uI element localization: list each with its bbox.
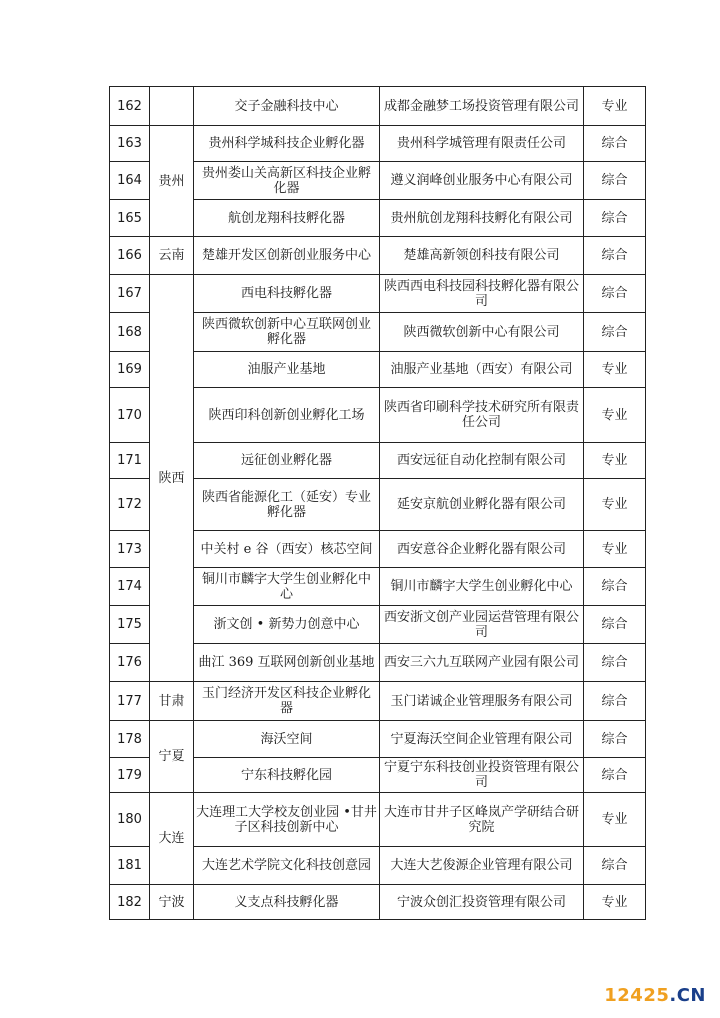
region-cell: 宁波 (150, 885, 194, 920)
incubator-type: 专业 (584, 793, 646, 847)
watermark-domain: .CN (669, 985, 706, 1006)
operating-org: 玉门诺诚企业管理服务有限公司 (380, 682, 584, 721)
incubator-name: 贵州娄山关高新区科技企业孵化器 (194, 162, 380, 200)
incubator-table (109, 86, 646, 920)
row-number: 169 (110, 352, 150, 388)
row-number: 170 (110, 388, 150, 443)
operating-org: 陕西省印刷科学技术研究所有限责任公司 (380, 388, 584, 443)
incubator-name: 玉门经济开发区科技企业孵化器 (194, 682, 380, 721)
operating-org: 贵州科学城管理有限责任公司 (380, 126, 584, 162)
row-number: 164 (110, 162, 150, 200)
incubator-type: 专业 (584, 352, 646, 388)
incubator-type: 综合 (584, 126, 646, 162)
operating-org: 宁夏宁东科技创业投资管理有限公司 (380, 758, 584, 793)
row-number: 176 (110, 644, 150, 682)
row-number: 179 (110, 758, 150, 793)
operating-org: 陕西西电科技园科技孵化器有限公司 (380, 275, 584, 313)
incubator-type: 综合 (584, 721, 646, 758)
table-row (110, 237, 646, 275)
row-number: 177 (110, 682, 150, 721)
row-number: 167 (110, 275, 150, 313)
row-number: 162 (110, 87, 150, 126)
incubator-name: 大连艺术学院文化科技创意园 (194, 847, 380, 885)
operating-org: 西安意谷企业孵化器有限公司 (380, 531, 584, 568)
row-number: 182 (110, 885, 150, 920)
incubator-type: 综合 (584, 644, 646, 682)
table-row (110, 87, 646, 126)
region-cell: 云南 (150, 237, 194, 275)
incubator-type: 综合 (584, 162, 646, 200)
incubator-type: 专业 (584, 87, 646, 126)
table-row (110, 682, 646, 721)
operating-org: 遵义润峰创业服务中心有限公司 (380, 162, 584, 200)
operating-org: 延安京航创业孵化器有限公司 (380, 479, 584, 531)
table-row (110, 126, 646, 162)
row-number: 165 (110, 200, 150, 237)
incubator-name: 油服产业基地 (194, 352, 380, 388)
table-row (110, 721, 646, 758)
operating-org: 宁夏海沃空间企业管理有限公司 (380, 721, 584, 758)
row-number: 180 (110, 793, 150, 847)
row-number: 168 (110, 313, 150, 352)
operating-org: 宁波众创汇投资管理有限公司 (380, 885, 584, 920)
incubator-name: 陕西微软创新中心互联网创业孵化器 (194, 313, 380, 352)
incubator-type: 专业 (584, 479, 646, 531)
row-number: 181 (110, 847, 150, 885)
incubator-name: 陕西省能源化工（延安）专业孵化器 (194, 479, 380, 531)
incubator-type: 综合 (584, 313, 646, 352)
region-cell: 宁夏 (150, 721, 194, 793)
incubator-name: 西电科技孵化器 (194, 275, 380, 313)
incubator-type: 综合 (584, 200, 646, 237)
incubator-name: 陕西印科创新创业孵化工场 (194, 388, 380, 443)
incubator-name: 贵州科学城科技企业孵化器 (194, 126, 380, 162)
operating-org: 铜川市麟字大学生创业孵化中心 (380, 568, 584, 606)
operating-org: 油服产业基地（西安）有限公司 (380, 352, 584, 388)
incubator-type: 专业 (584, 443, 646, 479)
region-cell: 大连 (150, 793, 194, 885)
incubator-type: 综合 (584, 682, 646, 721)
operating-org: 西安远征自动化控制有限公司 (380, 443, 584, 479)
incubator-name: 航创龙翔科技孵化器 (194, 200, 380, 237)
row-number: 163 (110, 126, 150, 162)
incubator-type: 综合 (584, 275, 646, 313)
incubator-name: 宁东科技孵化园 (194, 758, 380, 793)
incubator-type: 综合 (584, 568, 646, 606)
row-number: 174 (110, 568, 150, 606)
region-cell: 贵州 (150, 126, 194, 237)
row-number: 166 (110, 237, 150, 275)
incubator-type: 综合 (584, 237, 646, 275)
operating-org: 西安三六九互联网产业园有限公司 (380, 644, 584, 682)
incubator-name: 中关村 e 谷（西安）核芯空间 (194, 531, 380, 568)
operating-org: 大连市甘井子区峰岚产学研结合研究院 (380, 793, 584, 847)
row-number: 172 (110, 479, 150, 531)
incubator-type: 综合 (584, 758, 646, 793)
row-number: 173 (110, 531, 150, 568)
table-row (110, 885, 646, 920)
region-cell: 甘肃 (150, 682, 194, 721)
incubator-name: 远征创业孵化器 (194, 443, 380, 479)
incubator-name: 浙文创 • 新势力创意中心 (194, 606, 380, 644)
operating-org: 西安浙文创产业园运营管理有限公司 (380, 606, 584, 644)
table-row (110, 793, 646, 847)
row-number: 171 (110, 443, 150, 479)
operating-org: 成都金融梦工场投资管理有限公司 (380, 87, 584, 126)
site-watermark (604, 985, 706, 1006)
incubator-name: 交子金融科技中心 (194, 87, 380, 126)
incubator-name: 曲江 369 互联网创新创业基地 (194, 644, 380, 682)
table-row (110, 275, 646, 313)
incubator-name: 楚雄开发区创新创业服务中心 (194, 237, 380, 275)
operating-org: 陕西微软创新中心有限公司 (380, 313, 584, 352)
row-number: 178 (110, 721, 150, 758)
operating-org: 大连大艺俊源企业管理有限公司 (380, 847, 584, 885)
region-cell (150, 87, 194, 126)
incubator-name: 大连理工大学校友创业园 •甘井子区科技创新中心 (194, 793, 380, 847)
incubator-type: 专业 (584, 885, 646, 920)
incubator-name: 义支点科技孵化器 (194, 885, 380, 920)
incubator-type: 综合 (584, 606, 646, 644)
operating-org: 楚雄高新领创科技有限公司 (380, 237, 584, 275)
incubator-type: 专业 (584, 388, 646, 443)
incubator-type: 综合 (584, 847, 646, 885)
incubator-type: 专业 (584, 531, 646, 568)
operating-org: 贵州航创龙翔科技孵化有限公司 (380, 200, 584, 237)
watermark-number: 12425 (604, 985, 670, 1006)
incubator-name: 铜川市麟字大学生创业孵化中心 (194, 568, 380, 606)
row-number: 175 (110, 606, 150, 644)
region-cell: 陕西 (150, 275, 194, 682)
incubator-name: 海沃空间 (194, 721, 380, 758)
